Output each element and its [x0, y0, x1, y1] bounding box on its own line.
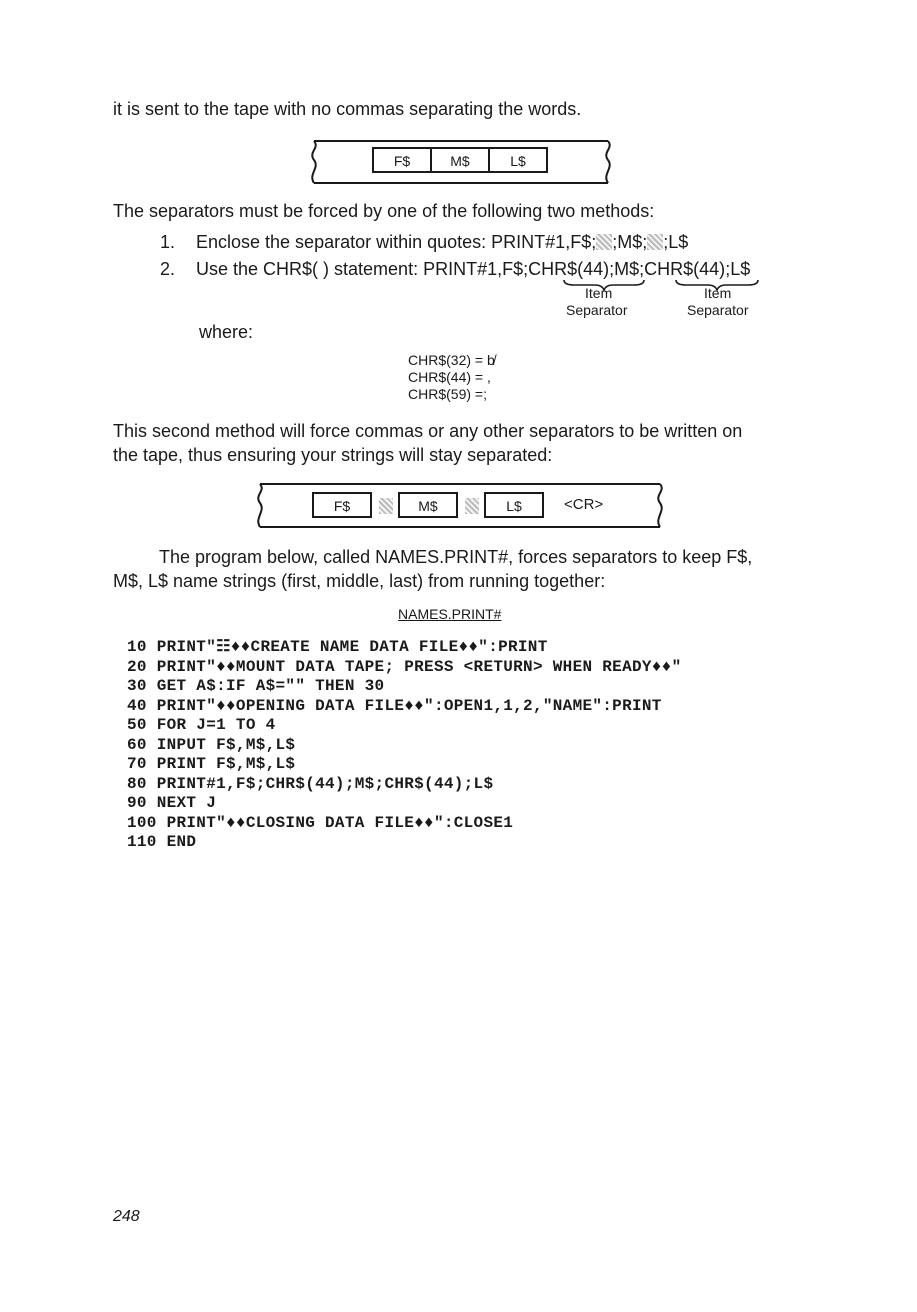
method-2-chr1: CHR$(44) [528, 259, 610, 279]
tape2-terminator: <CR> [564, 496, 604, 513]
tape1-cell-l: L$ [488, 147, 548, 173]
tape1-cell-m: M$ [430, 147, 490, 173]
code-line: 10 PRINT"☷♦♦CREATE NAME DATA FILE♦♦":PRINT [127, 638, 548, 656]
code-line: 50 FOR J=1 TO 4 [127, 716, 276, 734]
program-intro-line-1: The program below, called NAMES.PRINT#, forces separators to keep F$, [159, 547, 753, 567]
code-line: 40 PRINT"♦♦OPENING DATA FILE♦♦":OPEN1,1,2,"NAME":PRINT [127, 696, 662, 715]
chr-line-32: CHR$(32) = b̸ [408, 352, 495, 368]
tape-diagram-2 [252, 481, 668, 531]
code-line: 80 PRINT#1,F$;CHR$(44);M$;CHR$(44);L$ [127, 774, 494, 793]
code-line: 70 PRINT F$,M$,L$ [127, 755, 296, 773]
method-1-num: 1. [160, 232, 176, 252]
code-line: 20 PRINT"♦♦MOUNT DATA TAPE; PRESS <RETURN> WHEN READY♦♦" [127, 657, 682, 676]
brace-label-2-line2: Separator [687, 302, 749, 318]
brace-label-1-line2: Separator [566, 302, 628, 318]
code-line: 90 NEXT J [127, 794, 217, 812]
method-1-text: Enclose the separator within quotes: PRINT#1,F$; [196, 232, 597, 252]
tape1-cell-f: F$ [372, 147, 432, 173]
method-2-chr2: CHR$(44) [644, 259, 726, 279]
tape2-separator [465, 498, 479, 514]
second-method-line-2: the tape, thus ensuring your strings will stay separated: [113, 445, 553, 465]
separators-sentence: The separators must be forced by one of the following two methods: [113, 201, 655, 221]
code-line: 100 PRINT"♦♦CLOSING DATA FILE♦♦":CLOSE1 [127, 813, 514, 832]
brace-label-2-line1: Item [704, 285, 732, 301]
quoted-space-marker [647, 234, 663, 250]
code-line: 30 GET A$:IF A$="" THEN 30 [127, 677, 385, 695]
method-1-code-a: ;M$; [612, 232, 648, 252]
second-method-line-1: This second method will force commas or any other separators to be written on [113, 421, 743, 441]
brace-label-1-line1: Item [585, 285, 613, 301]
method-2-num: 2. [160, 259, 176, 279]
quoted-space-marker [596, 234, 612, 250]
program-title: NAMES.PRINT# [398, 606, 502, 622]
tape2-separator [379, 498, 393, 514]
tape2-cell-f: F$ [312, 492, 372, 518]
tape-diagram-1 [306, 138, 616, 188]
method-1 [196, 230, 688, 254]
tape2-cell-m: M$ [398, 492, 458, 518]
intro-line: it is sent to the tape with no commas separating the words. [113, 99, 582, 119]
method-2-end: ;L$ [725, 259, 751, 279]
chr-line-44: CHR$(44) = , [408, 369, 491, 385]
tape2-cell-l: L$ [484, 492, 544, 518]
code-line: 60 INPUT F$,M$,L$ [127, 735, 296, 754]
method-1-code-b: ;L$ [663, 232, 689, 252]
where-label: where: [199, 322, 254, 342]
method-2-text: Use the CHR$( ) statement: PRINT#1,F$; [196, 259, 529, 279]
method-2-mid: ;M$; [609, 259, 645, 279]
page-number: 248 [113, 1208, 140, 1225]
chr-line-59: CHR$(59) =; [408, 386, 487, 402]
code-line: 110 END [127, 833, 197, 851]
program-listing [127, 638, 682, 853]
program-intro-line-2: M$, L$ name strings (first, middle, last) from running together: [113, 571, 606, 591]
